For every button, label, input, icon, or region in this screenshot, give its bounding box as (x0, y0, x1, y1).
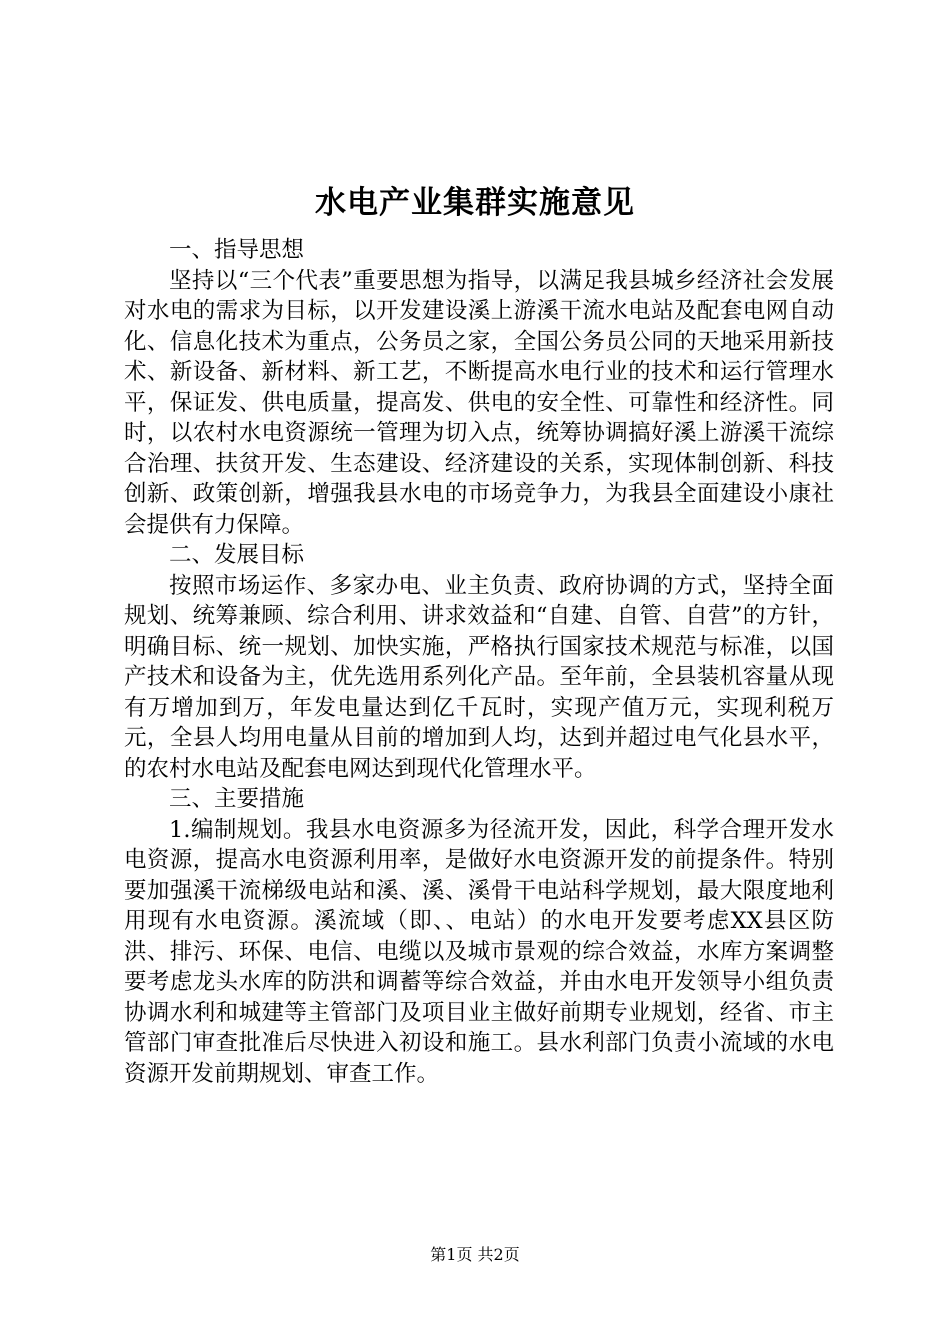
section-heading-guiding-ideology: 一、指导思想 (169, 237, 305, 263)
page-footer: 第1页 共2页 (430, 1245, 520, 1264)
paragraph-main-measures-1: 1.编制规划。我县水电资源多为径流开发，因此，科学合理开发水电资源，提高水电资源利用率，是做好水电资源开发的前提条件。特别要加强溪干流梯级电站和溪、溪、溪骨干电站科学规划，最大限度地利用现有水电资源。溪流域（即、、电站）的水电开发要考虑XX县区防洪、排污、环保、电信、电缆以及城市景观的综合效益，水库方案调整要考虑龙头水库的防洪和调蓄等综合效益，并由水电开发领导小组负责协调水利和城建等主管部门及项目业主做好前期专业规划，经省、市主管部门审查批准后尽快进入初设和施工。县水利部门负责小流域的水电资源开发前期规划、审查工作。 (124, 816, 834, 1087)
paragraph-guiding-ideology: 坚持以“三个代表”重要思想为指导，以满足我县城乡经济社会发展对水电的需求为目标，以开发建设溪上游溪干流水电站及配套电网自动化、信息化技术为重点，公务员之家，全国公务员公同的天地采用新技术、新设备、新材料、新工艺，不断提高水电行业的技术和运行管理水平，保证发、供电质量，提高发、供电的安全性、可靠性和经济性。同时，以农村水电资源统一管理为切入点，统筹协调搞好溪上游溪干流综合治理、扶贫开发、生态建设、经济建设的关系，实现体制创新、科技创新、政策创新，增强我县水电的市场竞争力，为我县全面建设小康社会提供有力保障。 (124, 267, 834, 538)
document-body (124, 235, 834, 1089)
paragraph-development-goals: 按照市场运作、多家办电、业主负责、政府协调的方式，坚持全面规划、统筹兼顾、综合利用、讲求效益和“自建、自管、自营”的方针，明确目标、统一规划、加快实施，严格执行国家技术规范与标准，以国产技术和设备为主，优先选用系列化产品。至年前，全县装机容量从现有万增加到万，年发电量达到亿千瓦时，实现产值万元，实现利税万元，全县人均用电量从目前的增加到人均，达到并超过电气化县水平，的农村水电站及配套电网达到现代化管理水平。 (124, 572, 834, 782)
document-title: 水电产业集群实施意见 (315, 185, 635, 221)
section-heading-development-goals: 二、发展目标 (169, 542, 305, 568)
section-heading-main-measures: 三、主要措施 (169, 786, 305, 812)
